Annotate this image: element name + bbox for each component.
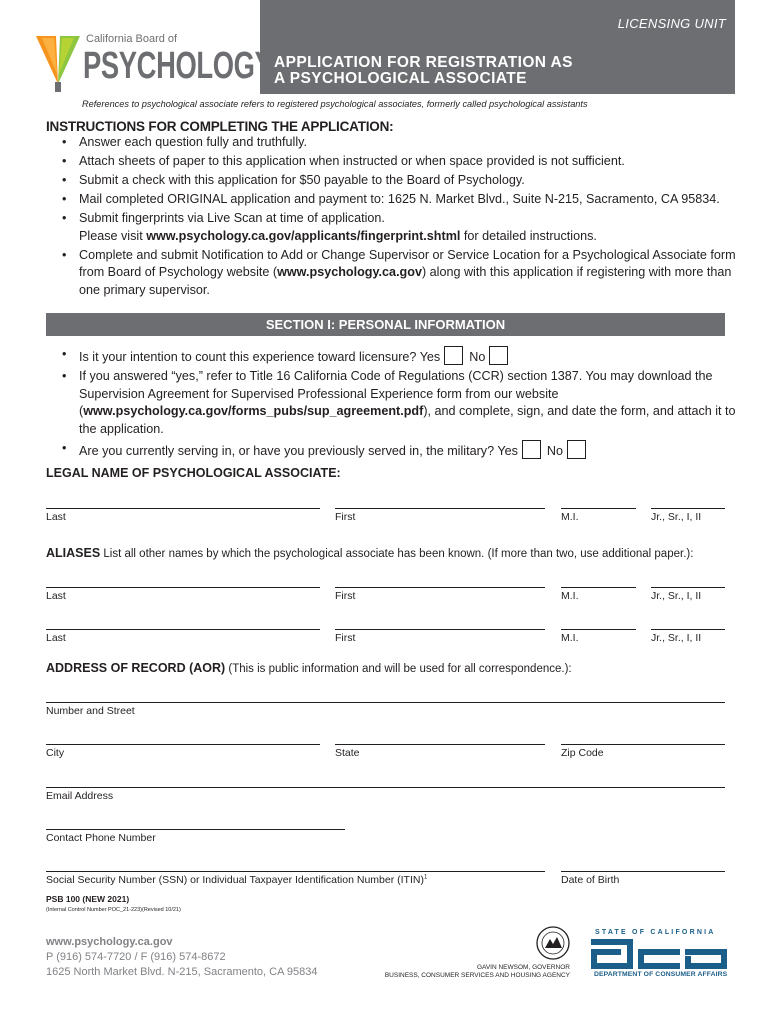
alias1-suffix-input[interactable] — [651, 587, 725, 588]
footer-address: 1625 North Market Blvd. N-215, Sacramento, CA 95834 — [46, 966, 318, 978]
instruction-item: • Attach sheets of paper to this application when instructed or when space provided is not sufficient. — [62, 153, 742, 171]
state-seal-icon — [536, 926, 570, 960]
website-link[interactable]: www.psychology.ca.gov — [277, 265, 422, 279]
aliases-heading: ALIASES List all other names by which the psychological associate has been known. (If more than two, use additional paper.): — [46, 546, 694, 560]
field-label: Jr., Sr., I, II — [651, 632, 702, 644]
field-label: Number and Street — [46, 705, 135, 717]
field-label: First — [335, 632, 356, 644]
application-title — [274, 55, 573, 87]
email-input[interactable] — [46, 787, 725, 788]
logo-subtitle: California Board of — [86, 33, 178, 45]
instruction-item: • Submit a check with this application for $50 payable to the Board of Psychology. — [62, 172, 742, 190]
instruction-item: • Submit fingerprints via Live Scan at time of application. Please visit www.psychology.ca.gov/applicants/fingerprint.shtml for detailed instructions. — [62, 210, 742, 245]
alias2-mi-input[interactable] — [561, 629, 636, 630]
instructions-heading: INSTRUCTIONS FOR COMPLETING THE APPLICATION: — [46, 119, 394, 134]
zip-input[interactable] — [561, 744, 725, 745]
military-no-checkbox[interactable] — [567, 440, 586, 459]
instruction-item: • Answer each question fully and truthfully. — [62, 134, 742, 152]
department-label: DEPARTMENT OF CONSUMER AFFAIRS — [594, 971, 728, 978]
instructions-list — [62, 134, 742, 301]
field-label: First — [335, 590, 356, 602]
legal-name-heading: LEGAL NAME OF PSYCHOLOGICAL ASSOCIATE: — [46, 466, 341, 480]
field-label: State — [335, 747, 360, 759]
alias2-suffix-input[interactable] — [651, 629, 725, 630]
references-note: References to psychological associate refers to registered psychological associates, formerly called psychological assistants — [82, 99, 588, 109]
field-label: Last — [46, 590, 66, 602]
alias1-mi-input[interactable] — [561, 587, 636, 588]
field-label: Zip Code — [561, 747, 604, 759]
field-label: Social Security Number (SSN) or Individual Taxpayer Identification Number (ITIN)$^1$ — [46, 874, 428, 886]
internal-control: (Internal Control Number POC_21-223)(Revised 10/21) — [46, 907, 181, 913]
field-label: First — [335, 511, 356, 523]
logo-wordmark: PSYCHOLOGY — [83, 45, 273, 87]
field-label: Jr., Sr., I, II — [651, 511, 702, 523]
street-input[interactable] — [46, 702, 725, 703]
form-number: PSB 100 (NEW 2021) — [46, 894, 130, 904]
fingerprint-link[interactable]: www.psychology.ca.gov/applicants/fingerprint.shtml — [146, 228, 461, 243]
alias2-first-input[interactable] — [335, 629, 545, 630]
dob-input[interactable] — [561, 871, 725, 872]
alias1-last-input[interactable] — [46, 587, 320, 588]
city-input[interactable] — [46, 744, 320, 745]
instruction-item: • Complete and submit Notification to Add or Change Supervisor or Service Location for a Psychological Associate form from Board of Psychology website (www.psychology.ca.gov) along with this application if registering with more than one primary supervisor. — [62, 247, 742, 300]
phone-input[interactable] — [46, 829, 345, 830]
field-label: Email Address — [46, 790, 114, 802]
field-label: City — [46, 747, 65, 759]
licensing-unit-label: LICENSING UNIT — [617, 16, 726, 31]
field-label: Last — [46, 511, 66, 523]
title-line-2: A PSYCHOLOGICAL ASSOCIATE — [274, 70, 527, 87]
question-military: • Are you currently serving in, or have you previously served in, the military? Yes No — [62, 440, 742, 461]
field-label: Date of Birth — [561, 874, 620, 886]
psychology-logo-icon — [36, 36, 80, 92]
state-of-california-label: STATE OF CALIFORNIA — [595, 929, 716, 936]
title-line-1: APPLICATION FOR REGISTRATION AS — [274, 54, 573, 71]
military-yes-checkbox[interactable] — [522, 440, 541, 459]
state-input[interactable] — [335, 744, 545, 745]
question-licensure: • Is it your intention to count this experience toward licensure? Yes No — [62, 346, 742, 367]
licensure-no-checkbox[interactable] — [489, 346, 508, 365]
field-label: Contact Phone Number — [46, 832, 156, 844]
field-label: M.I. — [561, 632, 579, 644]
legal-mi-input[interactable] — [561, 508, 636, 509]
field-label: M.I. — [561, 511, 579, 523]
question-supervision: • If you answered “yes,” refer to Title 16 California Code of Regulations (CCR) section 1387. You may download the Supervision Agreement for Supervised Professional Experience form from our website (www.psychology.ca.gov/forms_pubs/sup_agreement.pdf), and complete, sign, and date the form, and attach it to the application. — [62, 368, 742, 438]
instruction-item: • Mail completed ORIGINAL application and payment to: 1625 N. Market Blvd., Suite N-215, Sacramento, CA 95834. — [62, 191, 742, 209]
alias1-first-input[interactable] — [335, 587, 545, 588]
legal-suffix-input[interactable] — [651, 508, 725, 509]
section-questions — [62, 346, 742, 462]
field-label: Jr., Sr., I, II — [651, 590, 702, 602]
ssn-input[interactable] — [46, 871, 545, 872]
legal-last-input[interactable] — [46, 508, 320, 509]
section-title: SECTION I: PERSONAL INFORMATION — [265, 317, 506, 332]
field-label: M.I. — [561, 590, 579, 602]
licensure-yes-checkbox[interactable] — [444, 346, 463, 365]
governor-line: GAVIN NEWSOM, GOVERNOR — [476, 964, 570, 971]
dca-logo-icon — [591, 939, 727, 969]
legal-first-input[interactable] — [335, 508, 545, 509]
footer-phone: P (916) 574-7720 / F (916) 574-8672 — [46, 951, 226, 963]
agency-line: BUSINESS, CONSUMER SERVICES AND HOUSING AGENCY — [384, 972, 570, 979]
aor-heading: ADDRESS OF RECORD (AOR) (This is public information and will be used for all correspondence.): — [46, 661, 572, 675]
footer-website[interactable]: www.psychology.ca.gov — [46, 936, 173, 948]
sup-agreement-link[interactable]: www.psychology.ca.gov/forms_pubs/sup_agreement.pdf — [83, 404, 424, 418]
field-label: Last — [46, 632, 66, 644]
alias2-last-input[interactable] — [46, 629, 320, 630]
